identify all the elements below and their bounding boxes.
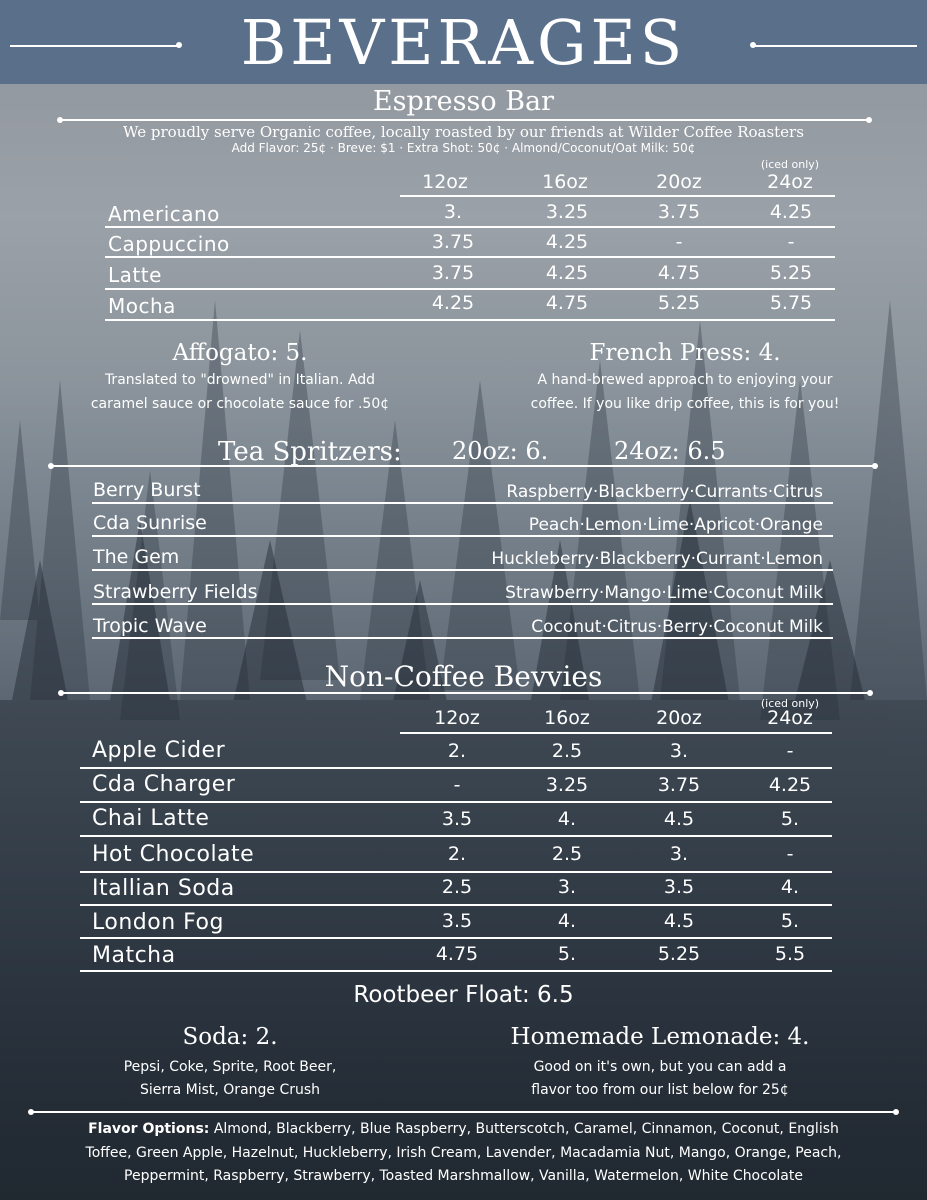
espresso-price: 3.75 <box>657 201 701 223</box>
espresso-price: 4.25 <box>769 201 813 223</box>
noncoffee-price: 4.75 <box>435 943 479 965</box>
noncoffee-price: 4.5 <box>663 808 695 830</box>
french-press-desc-line1: A hand-brewed approach to enjoying your <box>537 372 833 388</box>
noncoffee-size-16: 16oz <box>544 707 590 729</box>
noncoffee-price: 3. <box>669 843 689 865</box>
noncoffee-price: 5.25 <box>657 943 701 965</box>
page-title: BEVERAGES <box>240 6 687 79</box>
espresso-size-20: 20oz <box>656 171 702 193</box>
espresso-item-mocha: Mocha <box>108 294 176 318</box>
noncoffee-price: 4.5 <box>663 910 695 932</box>
espresso-heading: Espresso Bar <box>372 86 555 117</box>
soda-desc-line1: Pepsi, Coke, Sprite, Root Beer, <box>123 1059 337 1075</box>
espresso-price: 4.25 <box>545 262 589 284</box>
tea-price-24oz: 24oz: 6.5 <box>614 437 726 465</box>
noncoffee-item-london-fog: London Fog <box>92 910 224 935</box>
espresso-addons: Add Flavor: 25¢ · Breve: $1 · Extra Shot: 50¢ · Almond/Coconut/Oat Milk: 50¢ <box>231 141 696 155</box>
noncoffee-row-rule <box>80 970 832 972</box>
noncoffee-row-rule <box>80 937 832 939</box>
tea-ingredients: Strawberry·Mango·Lime·Coconut Milk <box>505 583 823 603</box>
banner-dot-right <box>750 42 756 48</box>
french-press-desc-line2: coffee. If you like drip coffee, this is for you! <box>530 396 840 412</box>
noncoffee-price: 5. <box>780 910 800 932</box>
rootbeer-float: Rootbeer Float: 6.5 <box>353 982 574 1008</box>
noncoffee-price: 3.5 <box>441 910 473 932</box>
noncoffee-price: 3. <box>557 876 577 898</box>
affogato-desc-line2: caramel sauce or chocolate sauce for .50¢ <box>90 396 390 412</box>
noncoffee-price: 4. <box>557 910 577 932</box>
noncoffee-price: 4.25 <box>768 774 812 796</box>
tea-row-rule <box>92 502 833 504</box>
espresso-size-24: 24oz <box>767 171 813 193</box>
espresso-row-rule <box>105 256 835 258</box>
noncoffee-size-12: 12oz <box>434 707 480 729</box>
espresso-price: 5.75 <box>769 292 813 314</box>
flavor-options-line3: Peppermint, Raspberry, Strawberry, Toasted Marshmallow, Vanilla, Watermelon, White Chocolate <box>124 1168 803 1184</box>
noncoffee-header-rule <box>400 732 832 734</box>
noncoffee-price: 4. <box>780 876 800 898</box>
espresso-price: - <box>787 231 795 253</box>
espresso-price: 4.75 <box>657 262 701 284</box>
noncoffee-item-matcha: Matcha <box>92 943 176 968</box>
noncoffee-price: 3.75 <box>657 774 701 796</box>
tea-price-20oz: 20oz: 6. <box>452 437 549 465</box>
noncoffee-item-itallian-soda: Itallian Soda <box>92 876 235 901</box>
tea-item-tropic-wave: Tropic Wave <box>93 615 207 637</box>
noncoffee-price: 2.5 <box>551 740 583 762</box>
espresso-price: 3.25 <box>545 201 589 223</box>
tea-row-rule <box>92 637 833 639</box>
noncoffee-price: - <box>786 843 794 865</box>
noncoffee-rule <box>61 692 871 694</box>
espresso-price: 4.25 <box>545 231 589 253</box>
espresso-price: 4.25 <box>431 292 475 314</box>
noncoffee-price: 3.5 <box>663 876 695 898</box>
noncoffee-price: 5. <box>557 943 577 965</box>
soda-desc-line2: Sierra Mist, Orange Crush <box>139 1082 321 1098</box>
espresso-header-rule <box>400 195 835 197</box>
espresso-item-americano: Americano <box>108 202 220 226</box>
espresso-price: 3.75 <box>431 231 475 253</box>
noncoffee-rule-dot-right <box>867 690 873 696</box>
lemonade-title: Homemade Lemonade: 4. <box>510 1024 810 1050</box>
espresso-rule <box>60 119 870 121</box>
lemonade-desc-line2: flavor too from our list below for 25¢ <box>531 1082 789 1098</box>
noncoffee-price: 2. <box>447 740 467 762</box>
flavor-options-line1 <box>0 1117 927 1141</box>
lemonade-desc-line1: Good on it's own, but you can add a <box>533 1059 787 1075</box>
soda-title: Soda: 2. <box>182 1024 278 1050</box>
espresso-row-rule <box>105 288 835 290</box>
tea-item-strawberry-fields: Strawberry Fields <box>93 581 258 603</box>
noncoffee-size-24: 24oz <box>767 707 813 729</box>
espresso-price: - <box>675 231 683 253</box>
espresso-size-12: 12oz <box>422 171 468 193</box>
tea-rule <box>51 465 876 467</box>
espresso-iced-note: (iced only) <box>760 158 820 171</box>
tea-row-rule <box>92 569 833 571</box>
banner-rule-left <box>10 45 180 47</box>
espresso-price: 5.25 <box>769 262 813 284</box>
tea-item-berry-burst: Berry Burst <box>93 479 201 501</box>
noncoffee-iced-note: (iced only) <box>760 697 820 710</box>
noncoffee-row-rule <box>80 801 832 803</box>
noncoffee-row-rule <box>80 904 832 906</box>
noncoffee-price: 2.5 <box>551 843 583 865</box>
noncoffee-item-chai-latte: Chai Latte <box>92 806 210 831</box>
flavor-rule-dot-right <box>893 1109 899 1115</box>
noncoffee-price: 5.5 <box>774 943 806 965</box>
tea-row-rule <box>92 603 833 605</box>
noncoffee-item-hot-chocolate: Hot Chocolate <box>92 842 255 867</box>
noncoffee-price: 3.5 <box>441 808 473 830</box>
espresso-row-rule <box>105 226 835 228</box>
noncoffee-item-apple-cider: Apple Cider <box>92 738 226 763</box>
espresso-price: 3.75 <box>431 262 475 284</box>
noncoffee-price: 3.25 <box>545 774 589 796</box>
tea-item-the-gem: The Gem <box>93 546 180 568</box>
espresso-item-cappuccino: Cappuccino <box>108 232 230 256</box>
french-press-title: French Press: 4. <box>589 340 781 366</box>
tea-heading: Tea Spritzers: <box>218 437 402 467</box>
banner-rule-right <box>755 45 917 47</box>
banner-dot-left <box>176 42 182 48</box>
flavor-rule <box>31 1111 897 1113</box>
noncoffee-size-20: 20oz <box>656 707 702 729</box>
noncoffee-price: 4. <box>557 808 577 830</box>
tea-ingredients: Raspberry·Blackberry·Currants·Citrus <box>506 482 823 502</box>
tea-row-rule <box>92 535 833 537</box>
tea-ingredients: Huckleberry·Blackberry·Currant·Lemon <box>491 549 823 569</box>
tea-ingredients: Coconut·Citrus·Berry·Coconut Milk <box>531 617 823 637</box>
espresso-item-latte: Latte <box>108 263 162 287</box>
flavor-options-line2: Toffee, Green Apple, Hazelnut, Huckleberry, Irish Cream, Lavender, Macadamia Nut, Mango, Orange, Peach, <box>85 1145 842 1161</box>
noncoffee-price: - <box>786 740 794 762</box>
noncoffee-price: 5. <box>780 808 800 830</box>
noncoffee-price: 2.5 <box>441 876 473 898</box>
noncoffee-price: 3. <box>669 740 689 762</box>
tea-rule-dot-right <box>872 463 878 469</box>
flavor-options-label: Flavor Options: <box>88 1121 210 1137</box>
espresso-size-16: 16oz <box>542 171 588 193</box>
noncoffee-row-rule <box>80 767 832 769</box>
affogato-desc-line1: Translated to "drowned" in Italian. Add <box>104 372 376 388</box>
tea-ingredients: Peach·Lemon·Lime·Apricot·Orange <box>528 515 823 535</box>
tea-item-cda-sunrise: Cda Sunrise <box>93 512 207 534</box>
noncoffee-item-cda-charger: Cda Charger <box>92 772 236 797</box>
affogato-title: Affogato: 5. <box>172 340 308 366</box>
noncoffee-row-rule <box>80 835 832 837</box>
espresso-intro: We proudly serve Organic coffee, locally roasted by our friends at Wilder Coffee Roasters <box>123 123 804 141</box>
espresso-price: 5.25 <box>657 292 701 314</box>
noncoffee-price: - <box>453 774 461 796</box>
espresso-row-rule <box>105 319 835 321</box>
espresso-price: 4.75 <box>545 292 589 314</box>
noncoffee-price: 2. <box>447 843 467 865</box>
noncoffee-row-rule <box>80 871 832 873</box>
espresso-price: 3. <box>443 201 463 223</box>
flavor-list: Almond, Blackberry, Blue Raspberry, Butterscotch, Caramel, Cinnamon, Coconut, English <box>209 1121 839 1137</box>
noncoffee-heading: Non-Coffee Bevvies <box>324 660 603 693</box>
